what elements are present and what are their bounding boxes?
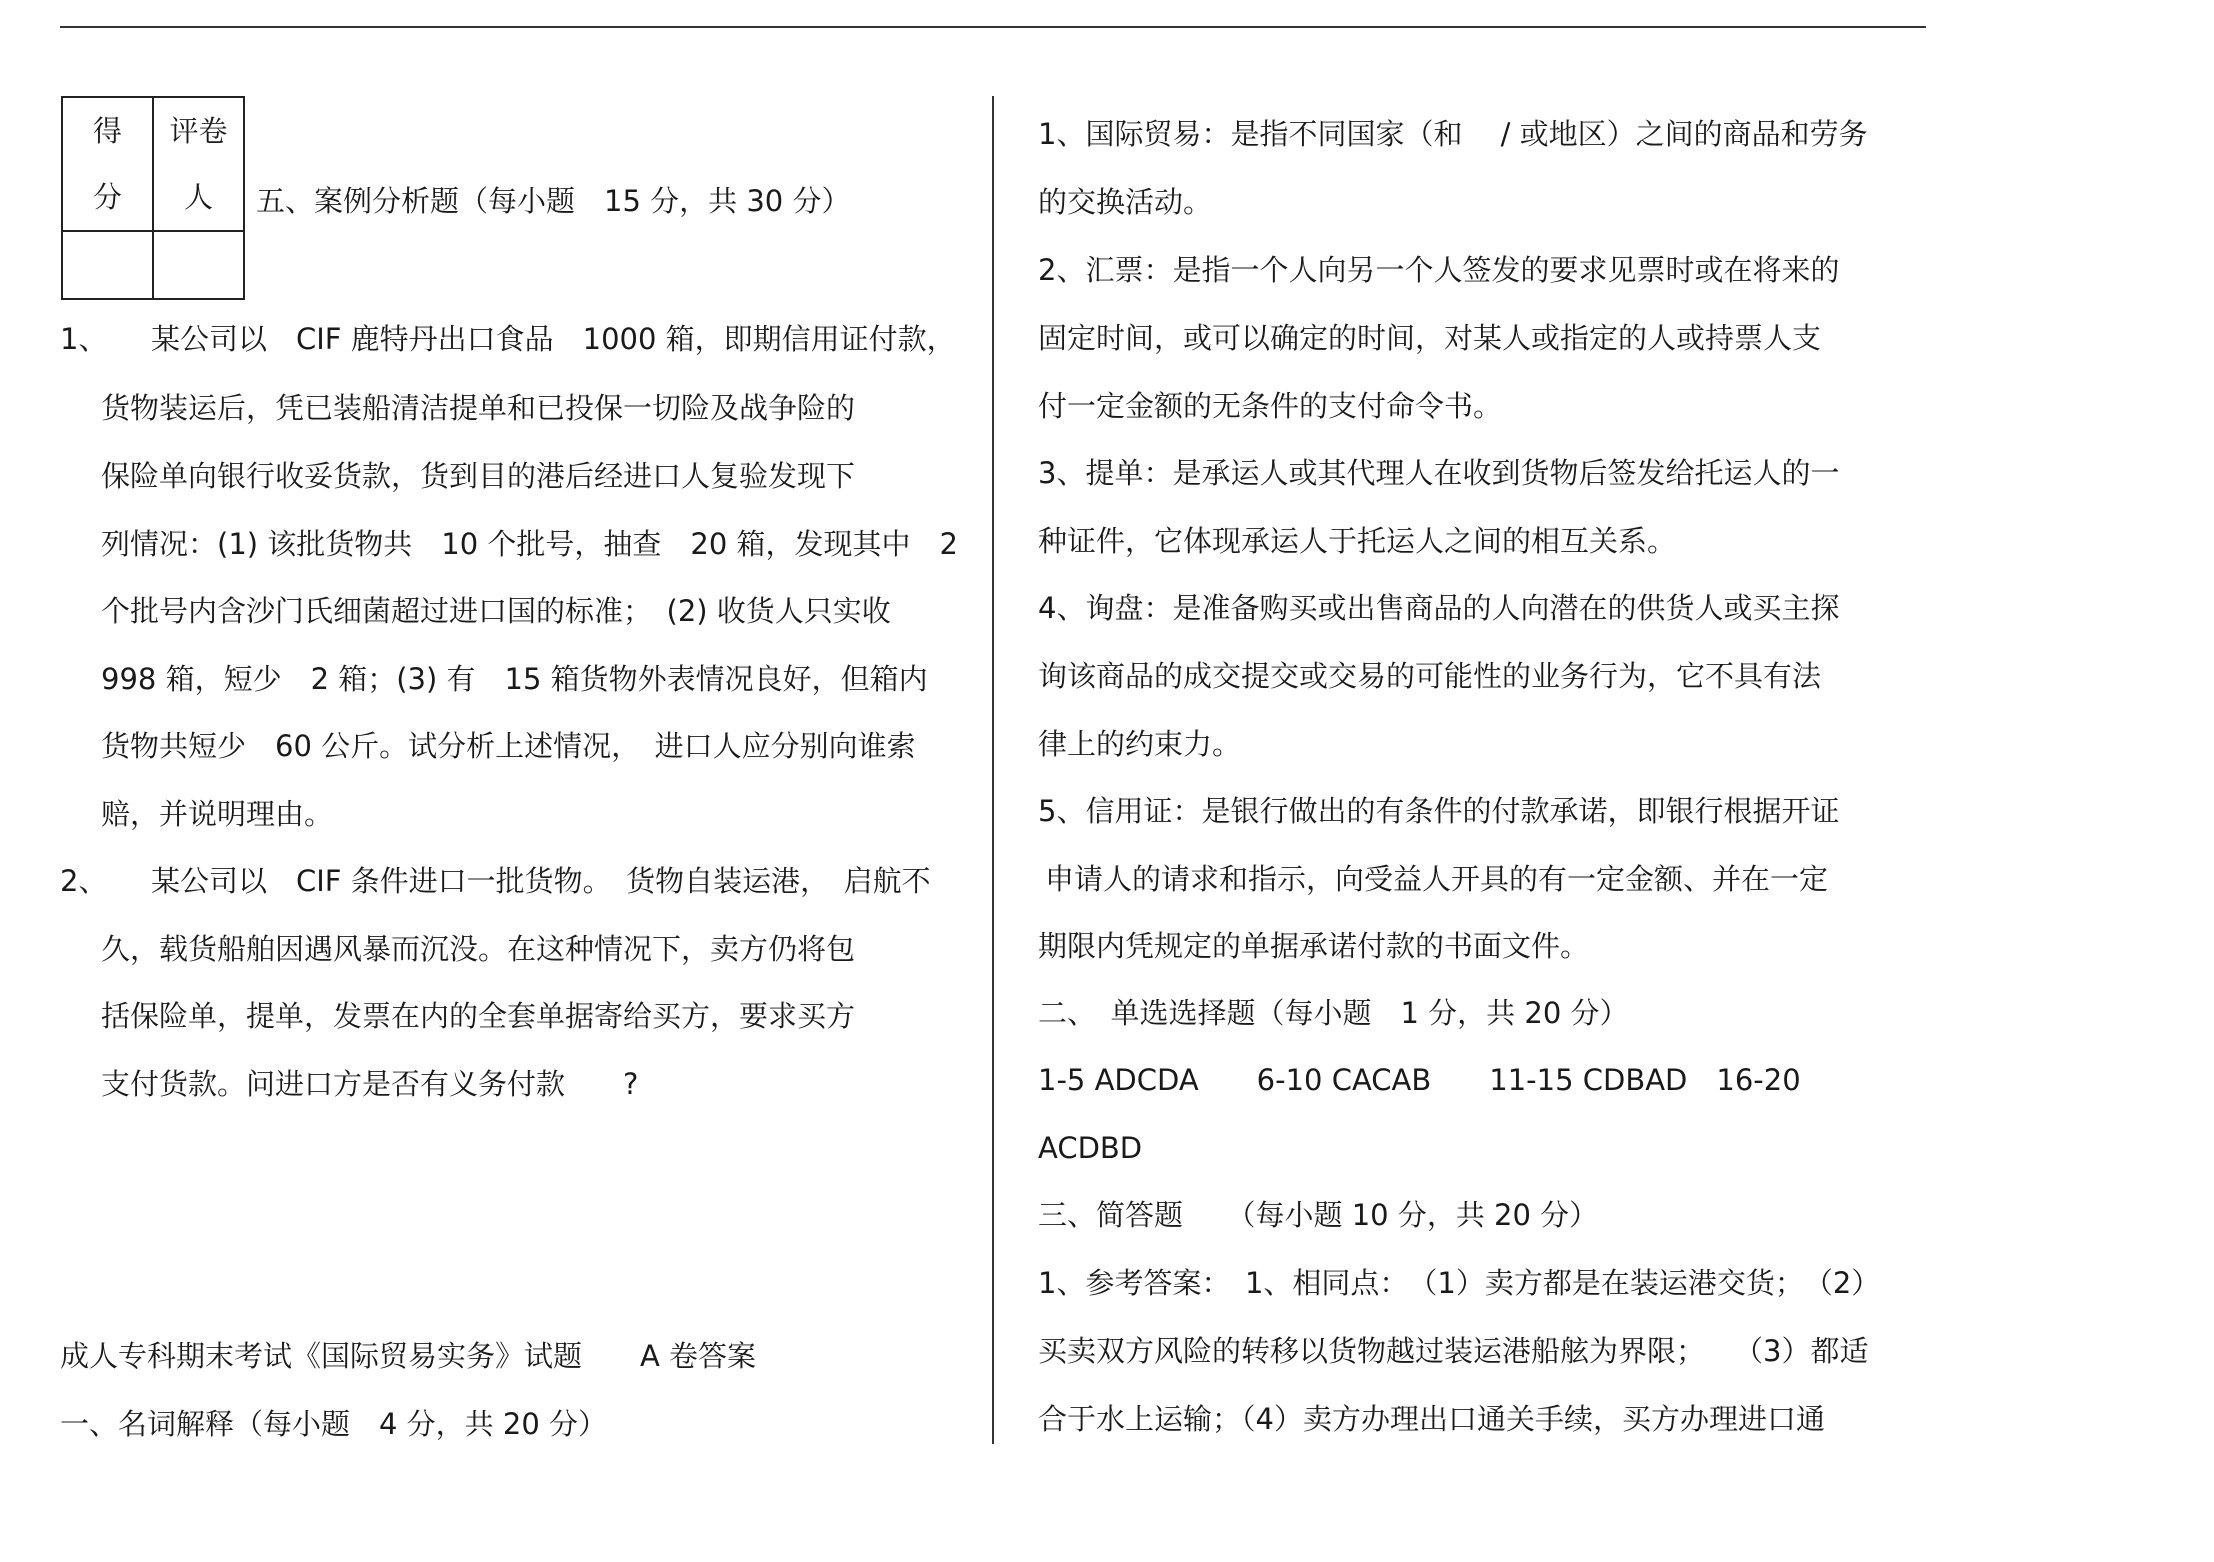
- section2-title: 二、 单选选择题（每小题 1 分，共 20 分）: [1038, 996, 1629, 1030]
- answer-line: 2、汇票：是指一个人向另一个人签发的要求见票时或在将来的: [1038, 253, 1840, 287]
- section1-title: 一、名词解释（每小题 4 分，共 20 分）: [60, 1407, 608, 1441]
- answer-key-line: 1-5 ADCDA 6-10 CACAB 11-15 CDBAD 16-20: [1038, 1063, 1801, 1097]
- answer-key-line: ACDBD: [1038, 1131, 1143, 1165]
- answer-line: 买卖双方风险的转移以货物越过装运港船舷为界限； （3）都适: [1038, 1334, 1869, 1368]
- answer-line: 的交换活动。: [1038, 185, 1213, 219]
- section3-title: 三、简答题 （每小题 10 分，共 20 分）: [1038, 1198, 1599, 1232]
- column-divider: [992, 96, 994, 1444]
- answer-line: 付一定金额的无条件的支付命令书。: [1038, 389, 1503, 423]
- answer-line: 4、询盘：是准备购买或出售商品的人向潜在的供货人或买主探: [1038, 591, 1840, 625]
- q2-line: 2、 某公司以 CIF 条件进口一批货物。 货物自装运港， 启航不: [60, 864, 931, 898]
- answer-line: 询该商品的成交提交或交易的可能性的业务行为，它不具有法: [1038, 659, 1822, 693]
- score-blank-cell: [62, 231, 153, 299]
- q2-line: 括保险单，提单，发票在内的全套单据寄给买方，要求买方: [101, 999, 856, 1033]
- q1-line: 保险单向银行收妥货款，货到目的港后经进口人复验发现下: [101, 459, 856, 493]
- score-table: [61, 96, 245, 300]
- q1-line: 个批号内含沙门氏细菌超过进口国的标准； (2) 收货人只实收: [101, 594, 891, 628]
- q2-line: 久，载货船舶因遇风暴而沉没。在这种情况下，卖方仍将包: [101, 932, 856, 966]
- answer-line: 1、国际贸易：是指不同国家（和 / 或地区）之间的商品和劳务: [1038, 117, 1868, 151]
- answer-line: 申请人的请求和指示，向受益人开具的有一定金额、并在一定: [1045, 862, 1829, 896]
- answer-line: 律上的约束力。: [1038, 727, 1242, 761]
- answer-line: 期限内凭规定的单据承诺付款的书面文件。: [1038, 929, 1590, 963]
- score-header-cell: [62, 97, 153, 231]
- q1-line: 货物装运后，凭已装船清洁提单和已投保一切险及战争险的: [101, 391, 856, 425]
- score-header-line1: 得: [92, 114, 122, 148]
- q1-line: 1、 某公司以 CIF 鹿特丹出口食品 1000 箱，即期信用证付款，: [60, 322, 956, 356]
- answer-line: 1、参考答案： 1、相同点： （1）卖方都是在装运港交货； （2）: [1038, 1266, 1881, 1300]
- grader-blank-cell: [153, 231, 244, 299]
- top-rule: [60, 26, 1926, 28]
- answer-line: 种证件，它体现承运人于托运人之间的相互关系。: [1038, 524, 1677, 558]
- q1-line: 货物共短少 60 公斤。试分析上述情况， 进口人应分别向谁索: [101, 729, 916, 763]
- exam-title: 成人专科期末考试《国际贸易实务》试题 A 卷答案: [60, 1339, 757, 1373]
- score-header-line2: 分: [92, 180, 122, 214]
- q1-line: 列情况：(1) 该批货物共 10 个批号，抽查 20 箱，发现其中 2: [101, 527, 958, 561]
- answer-line: 3、提单：是承运人或其代理人在收到货物后签发给托运人的一: [1038, 456, 1840, 490]
- grader-header-cell: [153, 97, 244, 231]
- grader-header-line1: 评卷: [169, 114, 228, 148]
- answer-line: 合于水上运输；（4）卖方办理出口通关手续，买方办理进口通: [1038, 1402, 1825, 1436]
- q2-line: 支付货款。问进口方是否有义务付款 ?: [101, 1067, 639, 1101]
- q1-line: 赔，并说明理由。: [101, 797, 334, 831]
- q1-line: 998 箱，短少 2 箱；(3) 有 15 箱货物外表情况良好，但箱内: [101, 662, 928, 696]
- answer-line: 5、信用证：是银行做出的有条件的付款承诺，即银行根据开证: [1038, 794, 1840, 828]
- grader-header-line2: 人: [183, 180, 213, 214]
- section5-title: 五、案例分析题（每小题 15 分，共 30 分）: [256, 184, 851, 218]
- answer-line: 固定时间，或可以确定的时间，对某人或指定的人或持票人支: [1038, 321, 1822, 355]
